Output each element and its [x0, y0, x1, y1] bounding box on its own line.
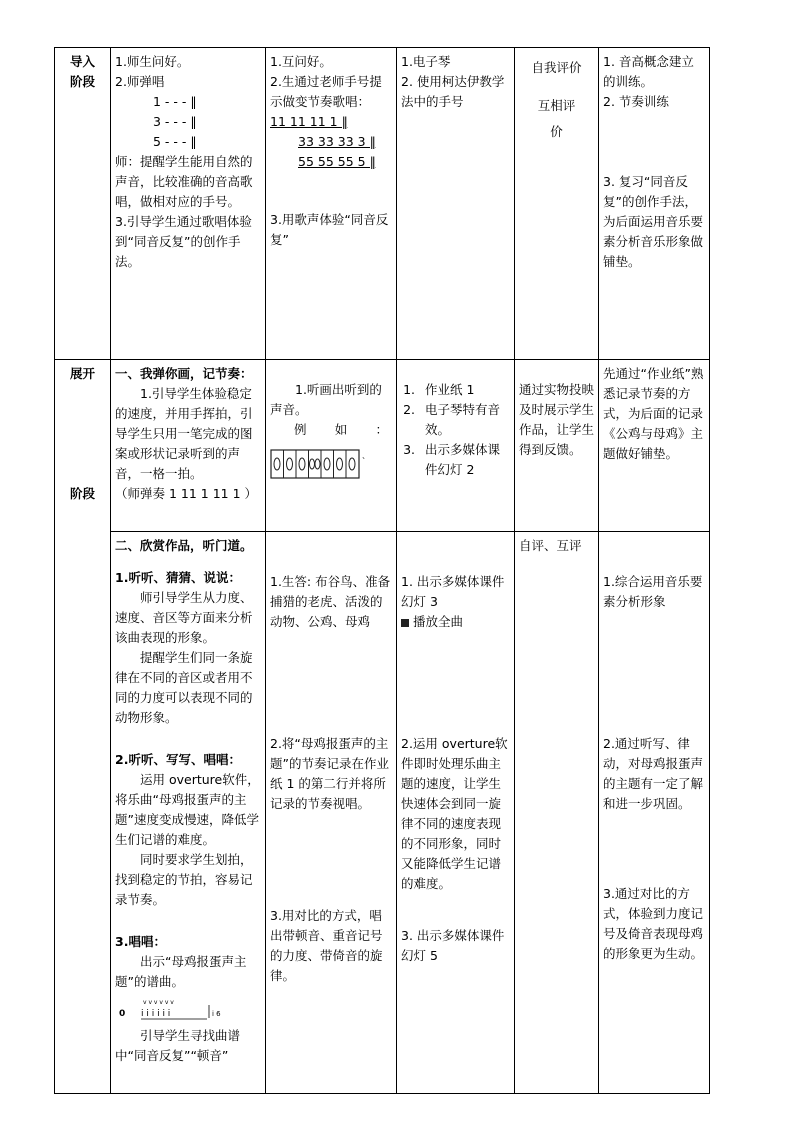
- text-line: 2.师弹唱: [115, 74, 165, 89]
- play-square-icon: [401, 619, 409, 627]
- develop2-media-cell: [397, 532, 515, 1094]
- stage-label: 阶段: [69, 486, 95, 501]
- text-fragment: 如: [334, 422, 348, 437]
- text-paragraph: 2. 使用柯达伊教学法中的手号: [401, 74, 505, 109]
- text-paragraph: 3.通过对比的方式，体验到力度记号及倚音表现母鸡的形象更为生动。: [603, 886, 704, 961]
- text-paragraph: 3.用对比的方式，唱出带顿音、重音记号的力度、带倚音的旋律。: [270, 908, 383, 983]
- solfege-line: 3 - - - ‖: [153, 114, 197, 129]
- svg-text:v v v v v v: v v v v v v: [143, 999, 174, 1006]
- svg-text:、: 、: [362, 451, 370, 460]
- text-paragraph: 师：提醒学生能用自然的声音，比较准确的音高歌唱，做相对应的手号。: [115, 154, 253, 209]
- intro-eval-cell: [515, 48, 599, 360]
- text-fragment: 播放全曲: [413, 614, 464, 629]
- text-paragraph: 师引导学生从力度、速度、音区等方面来分析该曲表现的形象。: [115, 590, 253, 645]
- text-paragraph: 1.综合运用音乐要素分析形象: [603, 574, 703, 609]
- text-paragraph: 3. 出示多媒体课件幻灯 5: [401, 928, 505, 963]
- example-label: [270, 420, 392, 440]
- section-title: 一、我弹你画，记节奏：: [115, 366, 253, 381]
- develop1-media-cell: [397, 360, 515, 532]
- list-item: 1. 作业纸 1: [419, 380, 510, 400]
- stage-label: 导入: [69, 54, 95, 69]
- score-end: i 6: [212, 1010, 221, 1018]
- text-fragment: 例: [294, 422, 307, 437]
- text-line: 自评、互评: [519, 538, 582, 553]
- develop-row-2: [55, 532, 710, 1094]
- text-paragraph: 2.生通过老师手号提示做变节奏歌唱：: [270, 74, 382, 109]
- text-paragraph: 通过实物投映及时展示学生作品，让学生得到反馈。: [519, 382, 595, 457]
- list-item: 2. 电子琴特有音效。: [419, 400, 510, 440]
- text-paragraph: 1.生答: 布谷鸟、准备捕猎的老虎、活泼的动物、公鸡、母鸡: [270, 574, 391, 629]
- text-paragraph: 3.引导学生通过歌唱体验到“同音反复”的创作手法。: [115, 214, 252, 269]
- text-paragraph: 1.听画出听到的声音。: [270, 382, 382, 417]
- text-paragraph: 2.将“母鸡报蛋声的主题”的节奏记录在作业纸 1 的第二行并将所记录的节奏视唱。: [270, 736, 389, 811]
- develop2-intent-cell: [599, 532, 710, 1094]
- text-paragraph: 运用 overture软件，将乐曲“母鸡报蛋声的主题”速度变成慢速，降低学生们记谱的难度。: [115, 772, 260, 847]
- develop2-student-cell: [266, 532, 397, 1094]
- text-paragraph: 3. 复习“同音反复”的创作手法，为后面运用音乐要素分析音乐形象做铺垫。: [603, 174, 704, 269]
- score-rest: 0: [119, 1009, 126, 1019]
- text-paragraph: 引导学生寻找曲谱中“同音反复”“顿音”: [115, 1028, 241, 1063]
- develop1-student-cell: [266, 360, 397, 532]
- develop2-teacher-cell: [111, 532, 266, 1094]
- rhythm-line: 33 33 33 3 ‖: [298, 134, 376, 149]
- rhythm-line: 11 11 11 1 ‖: [270, 114, 348, 129]
- develop-row-1: [55, 360, 710, 532]
- subsection-title: 1.听听、猜猜、说说：: [115, 570, 241, 585]
- develop1-intent-cell: [599, 360, 710, 532]
- text-line: 1.电子琴: [401, 54, 451, 69]
- develop2-eval-cell: [515, 532, 599, 1094]
- subsection-title: 3.唱唱：: [115, 934, 166, 949]
- develop-stage-cell: [55, 360, 111, 1094]
- develop1-teacher-cell: [111, 360, 266, 532]
- intro-media-cell: [397, 48, 515, 360]
- list-item: 3. 出示多媒体课件幻灯 2: [419, 440, 510, 480]
- score-notes: i i i i i i: [141, 1009, 171, 1019]
- text-paragraph: 1. 音高概念建立的训练。: [603, 54, 694, 89]
- text-paragraph: 先通过“作业纸”熟悉记录节奏的方式，为后面的记录《公鸡与母鸡》主题做好铺垫。: [603, 366, 704, 461]
- text-line: 1.互问好。: [270, 54, 332, 69]
- text-line: 价: [550, 124, 563, 139]
- develop1-eval-cell: [515, 360, 599, 532]
- text-paragraph: 2.通过听写、律动，对母鸡报蛋声的主题有一定了解和进一步巩固。: [603, 736, 704, 811]
- text-paragraph: 出示“母鸡报蛋声主题”的谱曲。: [115, 954, 247, 989]
- intro-teacher-cell: [111, 48, 266, 360]
- text-paragraph: （师弹奏 1 11 1 11 1 ）: [115, 486, 258, 501]
- intro-student-cell: [266, 48, 397, 360]
- subsection-title: 2.听听、写写、唱唱：: [115, 752, 241, 767]
- stage-label: 展开: [69, 366, 95, 381]
- score-snippet-image: [115, 996, 235, 1022]
- text-line: 2. 节奏训练: [603, 94, 669, 109]
- rhythm-line: 55 55 55 5 ‖: [298, 154, 376, 169]
- media-list: [401, 380, 510, 480]
- solfege-line: 5 - - - ‖: [153, 134, 197, 149]
- text-paragraph: 3.用歌声体验“同音反复”: [270, 212, 389, 247]
- intro-row: [55, 48, 710, 360]
- stage-label: 阶段: [69, 74, 95, 89]
- intro-intent-cell: [599, 48, 710, 360]
- text-paragraph: 2.运用 overture软件即时处理乐曲主题的速度，让学生快速体会到同一旋律不同的速度表现的不同形象，同时又能降低学生记谱的难度。: [401, 736, 508, 891]
- section-title: 二、欣赏作品，听门道。: [115, 538, 253, 553]
- text-line: 互相评: [537, 98, 576, 113]
- text-paragraph: 提醒学生们同一条旋律在不同的音区或者用不同的力度可以表现不同的动物形象。: [115, 650, 253, 725]
- text-paragraph: 同时要求学生划拍，找到稳定的节拍，容易记录节奏。: [115, 852, 253, 907]
- text-line: 1.师生问好。: [115, 54, 190, 69]
- text-paragraph: 1.引导学生体验稳定的速度，并用手挥拍，引导学生只用一笔完成的图案或形状记录听到的声音，一格一拍。: [115, 386, 253, 481]
- intro-stage-cell: [55, 48, 111, 360]
- lesson-plan-table: [54, 47, 710, 1094]
- text-fragment: ：: [375, 422, 388, 437]
- text-paragraph: 1. 出示多媒体课件幻灯 3: [401, 574, 505, 609]
- text-line: 自我评价: [531, 60, 582, 75]
- media-play-line: [401, 612, 510, 632]
- solfege-line: 1 - - - ‖: [153, 94, 197, 109]
- rhythm-drawing-image: [270, 448, 370, 482]
